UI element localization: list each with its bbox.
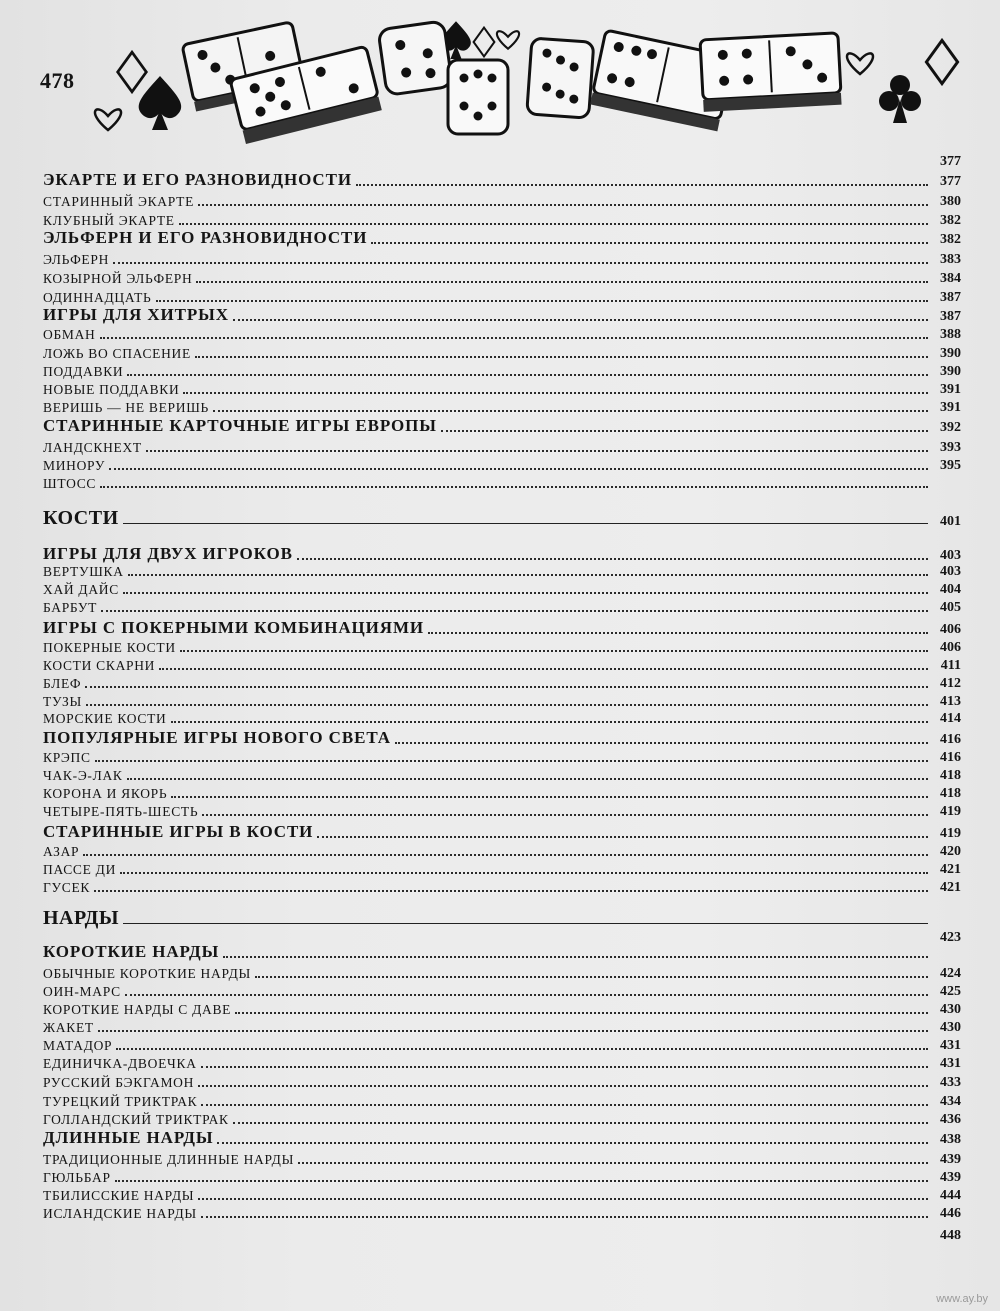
toc-page: 392 [940,420,961,435]
toc-title: КОСТИ СКАРНИ [43,658,156,673]
dot-leader [201,1216,928,1218]
dot-leader [202,814,928,816]
heart-icon [847,53,873,74]
toc-title: ГОЛЛАНДСКИЙ ТРИКТРАК [43,1112,229,1127]
toc-title: СТАРИННЫЙ ЭКАРТЕ [43,194,195,209]
toc-item[interactable] [43,748,961,766]
dot-leader [235,1012,928,1014]
dot-leader [115,1180,928,1182]
toc-item[interactable] [43,562,961,580]
toc-title: КОРОНА И ЯКОРЬ [43,786,168,801]
toc-title: ШТОСС [43,476,97,491]
toc-page: 423 [940,930,961,945]
toc-item[interactable] [43,1000,961,1018]
toc-title: ОБМАН [43,327,96,342]
dot-leader [217,1142,928,1144]
toc-title: ДЛИННЫЕ НАРДЫ [43,1128,214,1147]
toc-page: 388 [940,327,961,342]
toc-title: ЭЛЬФЕРН [43,252,110,267]
dot-leader [441,430,928,432]
dot-leader [198,1085,928,1087]
toc-title: ТРАДИЦИОННЫЕ ДЛИННЫЕ НАРДЫ [43,1152,295,1167]
dot-leader [395,742,928,744]
toc-title: НАРДЫ [43,907,119,929]
dot-leader [123,923,928,924]
toc-item[interactable] [43,964,961,982]
toc-item[interactable] [43,580,961,598]
toc-page: 431 [940,1038,961,1053]
dot-leader [156,300,928,302]
toc-item[interactable] [43,982,961,1000]
heart-icon [497,31,519,49]
toc-item[interactable] [43,802,961,820]
toc-item[interactable] [43,784,961,802]
toc-title: ЧАК-Э-ЛАК [43,768,123,783]
dot-leader [109,468,928,470]
dot-leader [223,956,928,958]
toc-title: КОСТИ [43,507,119,529]
dot-leader [171,721,929,723]
dot-leader [100,337,928,339]
toc-item[interactable] [43,456,961,474]
page-number: 478 [40,68,75,93]
toc-item[interactable] [43,878,961,896]
dot-leader [85,686,928,688]
toc-page: 377 [940,154,961,169]
toc-page: 380 [940,194,961,209]
toc-title: ТБИЛИССКИЕ НАРДЫ [43,1188,195,1203]
toc-item[interactable] [43,656,961,674]
toc-page: 382 [940,213,961,228]
toc-section[interactable] [43,618,961,638]
toc-page: 404 [940,582,961,597]
toc-page: 418 [940,786,961,801]
toc-page: 425 [940,984,961,999]
toc-page: 393 [940,440,961,455]
toc-page: 419 [940,826,961,841]
toc-page: 421 [940,880,961,895]
toc-item[interactable] [43,1168,961,1186]
toc-item[interactable] [43,380,961,398]
toc-page: 430 [940,1020,961,1035]
dot-leader [100,486,928,488]
toc-page: 406 [940,640,961,655]
toc-title: МОРСКИЕ КОСТИ [43,711,167,726]
toc-title: ЛОЖЬ ВО СПАСЕНИЕ [43,346,191,361]
toc-item[interactable] [43,1054,961,1072]
toc-page: 403 [940,548,961,563]
toc-page: 444 [940,1188,961,1203]
toc-title: ТУЗЫ [43,694,82,709]
toc-title: ЕДИНИЧКА-ДВОЕЧКА [43,1056,197,1071]
dot-leader [213,410,928,412]
toc-page: 430 [940,1002,961,1017]
toc-item[interactable] [43,344,961,362]
toc-title: ПОКЕРНЫЕ КОСТИ [43,640,176,655]
toc-page: 403 [940,564,961,579]
die-icon [527,38,594,118]
toc-item[interactable] [43,860,961,878]
watermark: www.ay.by [936,1293,988,1305]
dot-leader [233,1122,928,1124]
dot-leader [196,281,928,283]
toc-part[interactable] [43,904,961,930]
dot-leader [127,374,928,376]
toc-item[interactable] [43,1036,961,1054]
toc-page: 420 [940,844,961,859]
diamond-icon [474,28,495,57]
toc-page: 438 [940,1132,961,1147]
toc-title: ЭКАРТЕ И ЕГО РАЗНОВИДНОСТИ [43,170,352,189]
toc-page: 421 [940,862,961,877]
toc-title: ГУСЕК [43,880,91,895]
toc-title: ТУРЕЦКИЙ ТРИКТРАК [43,1094,198,1109]
toc-page: 413 [940,694,961,709]
toc-page: 384 [940,271,961,286]
toc-page: 401 [940,514,961,529]
dot-leader [233,319,928,321]
toc-page: 434 [940,1094,961,1109]
toc-page: 387 [940,290,961,305]
toc-item[interactable] [43,1204,961,1222]
toc-title: СТАРИННЫЕ ИГРЫ В КОСТИ [43,822,314,841]
toc-title: БАРБУТ [43,600,98,615]
dot-leader [113,262,928,264]
toc-page: 448 [940,1228,961,1243]
toc-item[interactable] [43,1186,961,1204]
toc-item[interactable] [43,438,961,456]
toc-item[interactable] [43,325,961,343]
toc-item[interactable] [43,192,961,210]
dot-leader [179,223,928,225]
dot-leader [317,836,928,838]
toc-section[interactable] [43,942,961,962]
toc-item[interactable] [43,211,961,229]
toc-title: МИНОРУ [43,458,106,473]
toc-title: НОВЫЕ ПОДДАВКИ [43,382,180,397]
toc-page: 414 [940,711,961,726]
dot-leader [101,610,928,612]
toc-page: 416 [940,750,961,765]
toc-title: ГЮЛЬБАР [43,1170,111,1185]
toc-item[interactable] [43,398,961,416]
dot-leader [356,184,928,186]
toc-page: 436 [940,1112,961,1127]
toc-page: 411 [940,658,961,673]
dot-leader [146,450,928,452]
dot-leader [428,632,928,634]
toc-item[interactable] [43,638,961,656]
toc-item[interactable] [43,598,961,616]
dot-leader [198,1198,928,1200]
dot-leader [128,574,928,576]
dot-leader [123,523,928,524]
toc-page: 433 [940,1075,961,1090]
dot-leader [180,650,928,652]
toc-page: 446 [940,1206,961,1221]
toc-page-number[interactable] [43,152,961,170]
toc-part[interactable] [43,504,961,530]
toc-title: ИСЛАНДСКИЕ НАРДЫ [43,1206,197,1221]
dot-leader [255,976,928,978]
toc-page: 391 [940,382,961,397]
toc-item[interactable] [43,692,961,710]
toc-page: 390 [940,364,961,379]
toc-item[interactable] [43,1092,961,1110]
toc-title: ПАССЕ ДИ [43,862,117,877]
dot-leader [171,796,928,798]
dot-leader [183,392,928,394]
toc-title: СТАРИННЫЕ КАРТОЧНЫЕ ИГРЫ ЕВРОПЫ [43,416,437,435]
dot-leader [201,1104,928,1106]
toc-item[interactable] [43,362,961,380]
dot-leader [86,704,928,706]
toc-title: ПОДДАВКИ [43,364,124,379]
toc-title: КОРОТКИЕ НАРДЫ [43,942,220,961]
toc-page: 431 [940,1056,961,1071]
toc-title: ЧЕТЫРЕ-ПЯТЬ-ШЕСТЬ [43,804,199,819]
toc-title: КОРОТКИЕ НАРДЫ С ДАВЕ [43,1002,232,1017]
toc-title: ХАЙ ДАЙС [43,582,119,597]
die-icon [448,60,508,134]
club-icon [879,75,921,123]
toc-page: 418 [940,768,961,783]
die-icon [378,21,453,96]
toc-title: ЭЛЬФЕРН И ЕГО РАЗНОВИДНОСТИ [43,228,368,247]
toc-title: ЛАНДСКНЕХТ [43,440,142,455]
dot-leader [125,994,928,996]
dot-leader [123,592,928,594]
toc-page: 390 [940,346,961,361]
toc-page: 406 [940,622,961,637]
toc-page: 377 [940,174,961,189]
toc-title: АЗАР [43,844,80,859]
dot-leader [159,668,928,670]
toc-title: ИГРЫ ДЛЯ ДВУХ ИГРОКОВ [43,544,293,563]
dot-leader [95,760,928,762]
toc-item[interactable] [43,269,961,287]
dot-leader [195,356,928,358]
toc-title: ОБЫЧНЫЕ КОРОТКИЕ НАРДЫ [43,966,252,981]
decorative-header [0,0,1000,150]
toc-page: 419 [940,804,961,819]
toc-page: 391 [940,400,961,415]
toc-page: 424 [940,966,961,981]
toc-page-number[interactable] [43,1226,961,1244]
toc-item[interactable] [43,474,961,492]
toc-page: 383 [940,252,961,267]
toc-title: ЖАКЕТ [43,1020,94,1035]
toc-item[interactable] [43,709,961,727]
dot-leader [116,1048,928,1050]
dot-leader [127,778,928,780]
toc-item[interactable] [43,766,961,784]
toc-page: 412 [940,676,961,691]
toc-item[interactable] [43,288,961,306]
toc-title: ПОПУЛЯРНЫЕ ИГРЫ НОВОГО СВЕТА [43,728,391,747]
heart-icon [95,109,121,130]
toc-title: РУССКИЙ БЭКГАМОН [43,1075,195,1090]
toc-section[interactable] [43,305,961,325]
dot-leader [198,204,928,206]
toc-title: ВЕРИШЬ — НЕ ВЕРИШЬ [43,400,209,415]
toc-page: 395 [940,458,961,473]
toc-section[interactable] [43,170,961,190]
toc-title: ОИН-МАРС [43,984,121,999]
dot-leader [94,890,928,892]
dot-leader [83,854,928,856]
toc-title: ИГРЫ ДЛЯ ХИТРЫХ [43,305,229,324]
toc-section[interactable] [43,544,961,564]
toc-item[interactable] [43,1018,961,1036]
domino-icon [700,33,842,112]
dot-leader [201,1066,928,1068]
toc-item[interactable] [43,1110,961,1128]
toc-item[interactable] [43,250,961,268]
toc-title: КЛУБНЫЙ ЭКАРТЕ [43,213,175,228]
toc-title: ИГРЫ С ПОКЕРНЫМИ КОМБИНАЦИЯМИ [43,618,425,637]
toc-section[interactable] [43,416,961,436]
toc-title: КОЗЫРНОЙ ЭЛЬФЕРН [43,271,193,286]
toc-title: МАТАДОР [43,1038,113,1053]
spade-icon [139,76,181,130]
dot-leader [120,872,928,874]
toc-item[interactable] [43,1150,961,1168]
games-illustration [0,0,1000,150]
dot-leader [298,1162,928,1164]
diamond-icon [926,40,957,83]
dot-leader [371,242,928,244]
toc-title: ОДИННАДЦАТЬ [43,290,152,305]
diamond-icon [118,52,147,92]
dot-leader [98,1030,928,1032]
toc-section[interactable] [43,1128,961,1148]
dot-leader [297,558,928,560]
toc-page: 439 [940,1152,961,1167]
toc-section[interactable] [43,822,961,842]
toc-item[interactable] [43,842,961,860]
toc-page: 382 [940,232,961,247]
toc-item[interactable] [43,1073,961,1091]
toc-item[interactable] [43,674,961,692]
toc-page: 416 [940,732,961,747]
toc-section[interactable] [43,228,961,248]
toc-page: 439 [940,1170,961,1185]
toc-title: БЛЕФ [43,676,82,691]
toc-title: КРЭПС [43,750,91,765]
toc-title: ВЕРТУШКА [43,564,124,579]
toc-page: 405 [940,600,961,615]
toc-page: 387 [940,309,961,324]
toc-section[interactable] [43,728,961,748]
